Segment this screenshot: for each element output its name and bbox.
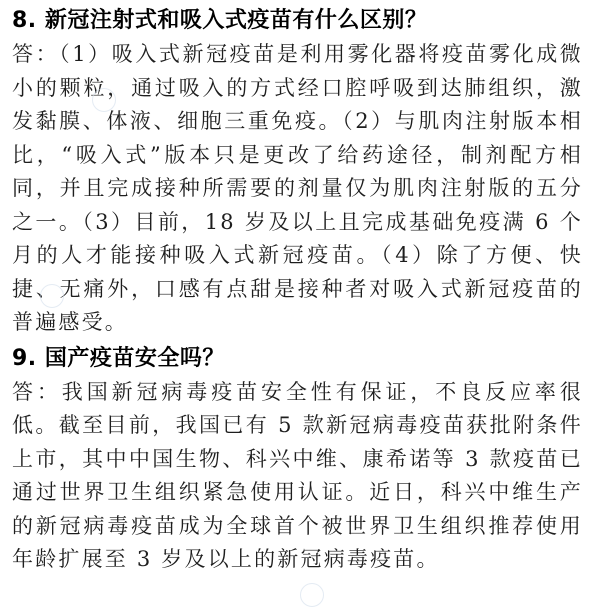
question-8-heading: 8. 新冠注射式和吸入式疫苗有什么区别？ [12, 8, 428, 33]
watermark-icon [300, 583, 324, 607]
question-9-answer: 答：我国新冠病毒疫苗安全性有保证，不良反应率很低。截至目前，我国已有 5 款新冠病毒疫苗获批附条件上市，其中中国生物、科兴中维、康希诺等 3 款疫苗已通过世界卫生组织紧急使用认证。近日，科兴中维生产的新冠病毒疫苗成为全球首个被世界卫生组织推荐使用年龄扩展至 3 岁及以上的新冠病毒疫苗。 [12, 379, 583, 571]
question-9-heading: 9. 国产疫苗安全吗？ [12, 345, 225, 371]
question-8-answer: 答：（1）吸入式新冠疫苗是利用雾化器将疫苗雾化成微小的颗粒，通过吸入的方式经口腔呼吸到达肺组织，激发黏膜、体液、细胞三重免疫。（2）与肌肉注射版本相比，“吸入式”版本只是更改了给药途径，制剂配方相同，并且完成接种所需要的剂量仅为肌肉注射版的五分之一。（3）目前，18 岁及以上且完成基础免疫满 6 个月的人才能接种吸入式新冠疫苗。（4）除了方便、快捷、无痛外，口感有点甜是接种者对吸入式新冠疫苗的普遍感受。 [12, 42, 583, 334]
watermark-icon [92, 88, 116, 112]
watermark-icon [40, 284, 64, 308]
